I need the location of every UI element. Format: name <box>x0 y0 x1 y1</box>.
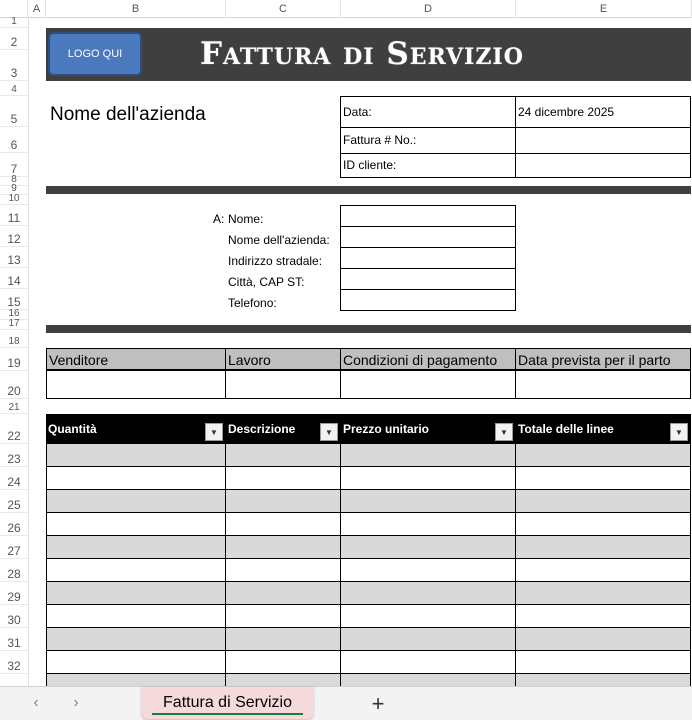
row-header[interactable]: 14 <box>0 268 28 289</box>
column-header-bar <box>0 0 692 18</box>
table-row[interactable] <box>46 674 691 686</box>
row-header[interactable]: 22 <box>0 414 28 444</box>
recipient-city-label: Città, CAP ST: <box>228 275 305 289</box>
recipient-name-field[interactable] <box>340 226 516 227</box>
recipient-company-label: Nome dell'azienda: <box>228 233 330 247</box>
section-divider-bar <box>46 186 691 194</box>
column-header-c[interactable]: C <box>226 0 341 18</box>
recipient-street-field[interactable] <box>340 268 516 269</box>
sheet-tab-active[interactable] <box>142 687 313 719</box>
table-row[interactable] <box>46 490 691 513</box>
divider <box>340 153 691 154</box>
divider <box>690 444 691 686</box>
divider <box>515 96 516 178</box>
row-header[interactable]: 15 <box>0 289 28 310</box>
row-header[interactable]: 7 <box>0 153 28 177</box>
table-row[interactable] <box>46 513 691 536</box>
row-header[interactable]: 18 <box>0 330 28 348</box>
column-a-gutter <box>28 18 46 686</box>
row-header[interactable]: 19 <box>0 348 28 371</box>
recipient-city-field[interactable] <box>340 289 516 290</box>
row-header[interactable]: 31 <box>0 628 28 651</box>
line-total-header[interactable]: Totale delle linee <box>518 422 614 436</box>
row-header[interactable]: 9 <box>0 186 28 195</box>
dropdown-filter-icon[interactable]: ▼ <box>205 423 223 441</box>
row-header[interactable]: 6 <box>0 127 28 153</box>
job-header[interactable]: Lavoro <box>226 349 341 369</box>
row-header[interactable]: 1 <box>0 18 28 28</box>
recipient-phone-label: Telefono: <box>228 296 277 310</box>
row-header[interactable]: 3 <box>0 50 28 81</box>
table-row[interactable] <box>46 536 691 559</box>
date-value[interactable]: 24 dicembre 2025 <box>518 105 615 119</box>
client-id-label: ID cliente: <box>343 158 397 172</box>
invoice-number-label: Fattura # No.: <box>343 133 417 147</box>
row-header[interactable]: 30 <box>0 605 28 628</box>
sheet-tab-label: Fattura di Servizio <box>163 694 292 711</box>
row-header[interactable]: 10 <box>0 195 28 205</box>
invoice-number-value[interactable] <box>518 133 688 151</box>
row-header[interactable]: 17 <box>0 320 28 330</box>
unit-price-header[interactable]: Prezzo unitario <box>343 422 430 436</box>
section-divider-bar <box>46 325 691 333</box>
recipient-prefix: A: <box>213 212 225 226</box>
divider <box>515 444 516 686</box>
row-header[interactable]: 26 <box>0 513 28 536</box>
table-row[interactable] <box>46 628 691 651</box>
divider <box>46 444 47 686</box>
row-header[interactable]: 29 <box>0 582 28 605</box>
recipient-name-label: Nome: <box>228 212 264 226</box>
row-header[interactable]: 24 <box>0 467 28 490</box>
row-header[interactable]: 32 <box>0 651 28 674</box>
row-header[interactable]: 16 <box>0 310 28 320</box>
column-header-d[interactable]: D <box>341 0 516 18</box>
dropdown-filter-icon[interactable]: ▼ <box>495 423 513 441</box>
quantity-header[interactable]: Quantità <box>48 422 97 436</box>
column-header-e[interactable]: E <box>516 0 692 18</box>
row-header[interactable]: 4 <box>0 81 28 96</box>
table-row[interactable] <box>46 467 691 490</box>
sheet-tab-bar <box>0 686 692 720</box>
divider <box>225 370 226 399</box>
client-id-value[interactable] <box>518 158 688 176</box>
row-header[interactable]: 20 <box>0 371 28 399</box>
due-date-header[interactable]: Data prevista per il parto <box>518 352 671 368</box>
invoice-title: Fattura di Servizio <box>200 36 524 72</box>
divider <box>515 370 516 399</box>
items-table-header <box>46 414 691 444</box>
row-header[interactable]: 11 <box>0 205 28 226</box>
table-row[interactable] <box>46 444 691 467</box>
column-header-b[interactable]: B <box>46 0 226 18</box>
table-row[interactable] <box>46 651 691 674</box>
vendor-header[interactable]: Venditore <box>47 349 226 369</box>
row-header[interactable]: 25 <box>0 490 28 513</box>
payment-terms-header[interactable]: Condizioni di pagamento <box>341 349 516 369</box>
description-header[interactable]: Descrizione <box>228 422 296 436</box>
row-header[interactable]: 13 <box>0 247 28 268</box>
row-header[interactable]: 2 <box>0 28 28 50</box>
plus-icon[interactable]: + <box>371 691 385 716</box>
divider <box>340 370 341 399</box>
logo-placeholder[interactable]: LOGO QUI <box>48 32 142 76</box>
recipient-company-field[interactable] <box>340 247 516 248</box>
row-header[interactable]: 5 <box>0 96 28 127</box>
dropdown-filter-icon[interactable]: ▼ <box>320 423 338 441</box>
table-row[interactable] <box>46 559 691 582</box>
table-row[interactable] <box>46 582 691 605</box>
date-label: Data: <box>343 105 372 119</box>
terms-value-row[interactable] <box>46 370 691 399</box>
divider <box>340 444 341 686</box>
row-header[interactable]: 21 <box>0 399 28 414</box>
chevron-left-icon[interactable]: ‹ <box>33 694 39 711</box>
terms-header-row <box>46 348 691 370</box>
divider <box>340 127 691 128</box>
recipient-input-box <box>340 205 516 311</box>
chevron-right-icon[interactable]: › <box>73 694 79 711</box>
column-header-a[interactable]: A <box>28 0 46 18</box>
table-row[interactable] <box>46 605 691 628</box>
row-header[interactable]: 12 <box>0 226 28 247</box>
company-name[interactable]: Nome dell'azienda <box>50 104 206 125</box>
divider <box>225 444 226 686</box>
row-header[interactable]: 8 <box>0 177 28 186</box>
row-header[interactable]: 23 <box>0 444 28 467</box>
dropdown-filter-icon[interactable]: ▼ <box>670 423 688 441</box>
row-header[interactable]: 27 <box>0 536 28 559</box>
recipient-street-label: Indirizzo stradale: <box>228 254 323 268</box>
row-header[interactable]: 28 <box>0 559 28 582</box>
active-tab-underline <box>152 713 303 715</box>
